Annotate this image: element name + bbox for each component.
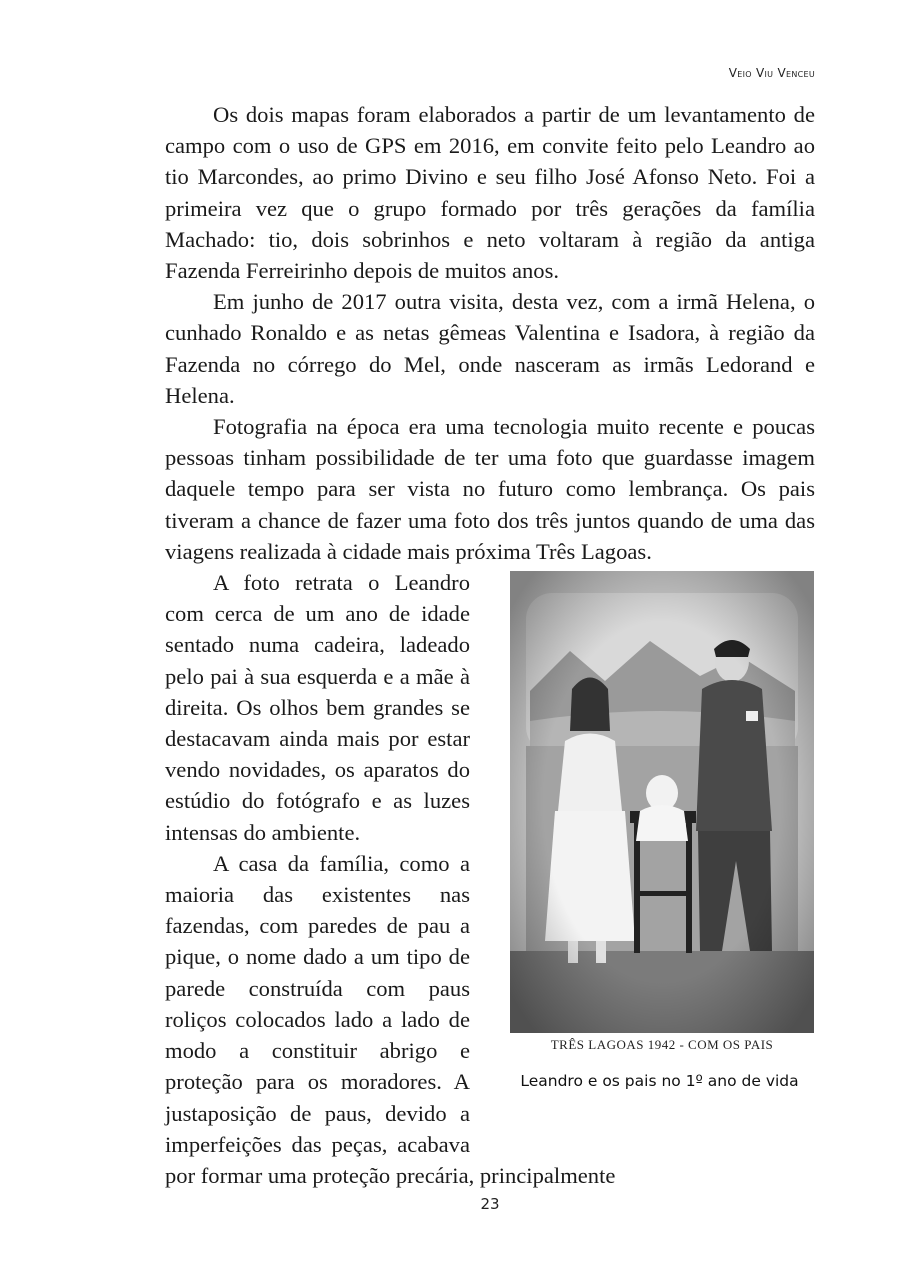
body-text: [165, 99, 815, 1191]
paragraph: A foto retrata o Leandro com cerca de um ano de idade sentado numa cadeira, ladeado pelo pai à sua esquerda e a mãe à direita. Os olhos bem grandes se destacavam ainda mais por estar vendo novidades, os aparatos do estúdio do fotógrafo e as luzes intensas do ambiente.: [165, 570, 470, 845]
paragraph: Fotografia na época era uma tecnologia muito recente e poucas pessoas tinham possibilidade de ter uma foto que guardasse imagem daquele tempo para ser vista no futuro como lembrança. Os pais tiveram a chance de fazer uma foto dos três juntos quando de uma das viagens realizada à cidade mais próxima Três Lagoas.: [165, 414, 815, 564]
figure-caption: Leandro e os pais no 1º ano de vida: [520, 1072, 799, 1091]
running-head: Veio Viu Venceu: [728, 66, 815, 80]
paragraph: Os dois mapas foram elaborados a partir de um levantamento de campo com o uso de GPS em 2016, em convite feito pelo Leandro ao tio Marcondes, ao primo Divino e seu filho José Afonso Neto. Foi a primeira vez que o grupo formado por três gerações da família Machado: tio, dois sobrinhos e neto voltaram à região da antiga Fazenda Ferreirinho depois de muitos anos.: [165, 102, 815, 284]
photo-caption: TRÊS LAGOAS 1942 - COM OS PAIS: [550, 1037, 774, 1053]
figure: [498, 571, 815, 1137]
page-number: 23: [480, 1195, 500, 1213]
paragraph: A casa da família, como a maioria das existentes nas fazendas, com paredes de pau a pique, o nome dado a um tipo de parede construída com paus roliços colocados lado a lado de modo a constituir abrigo e proteção para os moradores. A justaposição de paus, devido a imperfeições das peças, acabava por formar uma proteção precária, principalmente: [165, 850, 616, 1188]
family-photo: [510, 571, 814, 1033]
family-photo-image: [510, 571, 814, 1033]
paragraph: Em junho de 2017 outra visita, desta vez, com a irmã Helena, o cunhado Ronaldo e as netas gêmeas Valentina e Isadora, à região da Fazenda no córrego do Mel, onde nasceram as irmãs Ledorand e Helena.: [165, 289, 815, 408]
